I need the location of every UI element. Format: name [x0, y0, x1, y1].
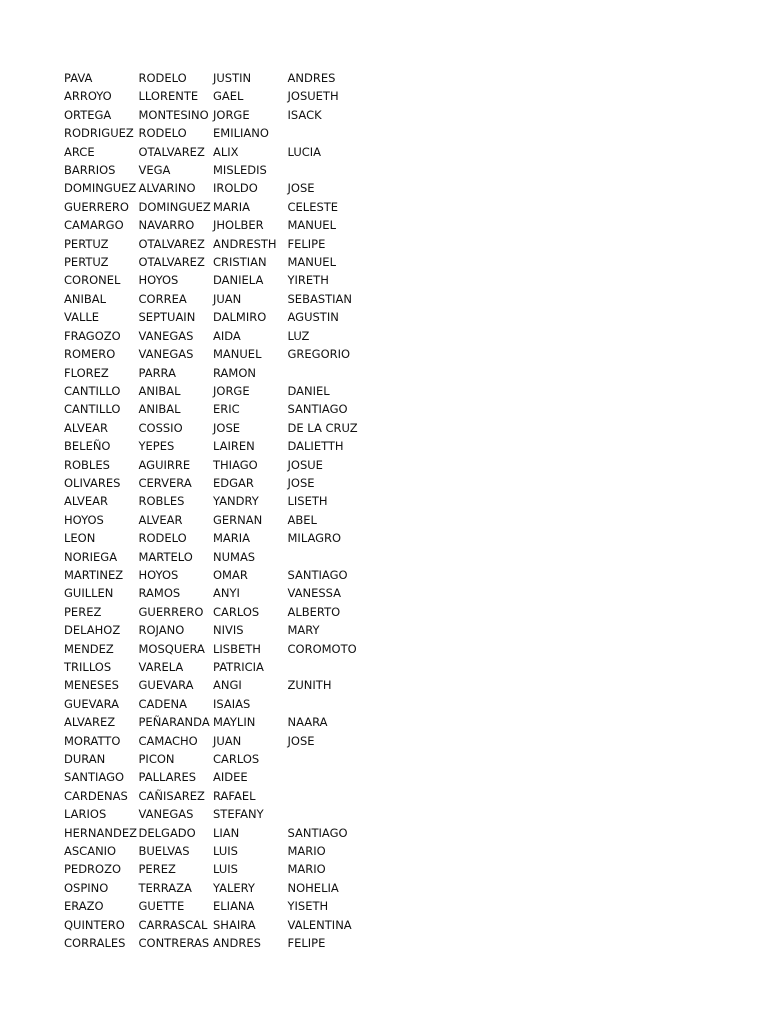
second-name-cell: JOSE — [287, 475, 315, 490]
table-row — [64, 179, 378, 197]
first-surname-cell: ASCANIO — [64, 844, 117, 859]
second-name-cell: MARIO — [287, 844, 326, 859]
table-row — [64, 161, 378, 179]
second-name-cell: NAARA — [287, 715, 328, 730]
second-name-cell: MANUEL — [287, 255, 336, 270]
table-row — [64, 474, 378, 492]
second-name-cell — [288, 750, 378, 768]
second-surname-cell: PALLARES — [138, 770, 197, 785]
table-row — [64, 382, 378, 400]
table-row — [64, 768, 378, 786]
second-surname-cell: GUETTE — [138, 899, 185, 914]
second-name-cell: GREGORIO — [287, 347, 351, 362]
table-row — [64, 456, 378, 474]
second-surname-cell: HOYOS — [138, 273, 179, 288]
first-name-cell: ANYI — [213, 586, 240, 601]
table-row — [64, 621, 378, 639]
names-table-body — [64, 69, 378, 953]
table-row — [64, 584, 378, 602]
second-surname-cell: BUELVAS — [138, 844, 190, 859]
table-row — [64, 640, 378, 658]
first-name-cell: EDGAR — [213, 475, 254, 490]
table-row — [64, 676, 378, 694]
first-surname-cell: ANIBAL — [64, 291, 107, 306]
second-surname-cell: CADENA — [138, 696, 187, 711]
first-name-cell: LISBETH — [213, 641, 261, 656]
first-name-cell: ISAIAS — [213, 696, 251, 711]
first-name-cell: GAEL — [213, 89, 244, 104]
second-surname-cell: CORREA — [138, 291, 187, 306]
table-row — [64, 732, 378, 750]
first-surname-cell: OLIVARES — [64, 475, 121, 490]
second-surname-cell: RODELO — [138, 71, 187, 85]
first-name-cell: GERNAN — [213, 512, 263, 527]
second-surname-cell: COSSIO — [138, 420, 183, 435]
first-name-cell: PATRICIA — [213, 660, 264, 674]
second-surname-cell: ANIBAL — [138, 383, 181, 398]
first-surname-cell: LARIOS — [64, 807, 107, 822]
first-name-cell: EMILIANO — [213, 126, 269, 141]
first-surname-cell: ORTEGA — [64, 107, 112, 122]
first-surname-cell: ERAZO — [64, 899, 104, 914]
first-name-cell: LUIS — [213, 844, 238, 859]
table-row — [64, 124, 378, 142]
second-name-cell: AGUSTIN — [287, 310, 339, 325]
first-name-cell: MANUEL — [213, 347, 262, 362]
table-row — [64, 87, 378, 105]
second-surname-cell: ALVEAR — [138, 512, 183, 527]
first-surname-cell: OSPINO — [64, 880, 109, 895]
table-row — [64, 400, 378, 418]
first-surname-cell: BELEÑO — [64, 439, 111, 454]
names-table — [64, 69, 378, 953]
table-row — [64, 787, 378, 805]
second-surname-cell: MONTESINO — [138, 107, 209, 122]
second-name-cell: JOSUETH — [287, 89, 339, 104]
second-name-cell: MARIO — [287, 862, 326, 877]
first-surname-cell: TRILLOS — [64, 660, 112, 674]
second-surname-cell: YEPES — [138, 439, 175, 454]
first-surname-cell: ARROYO — [64, 89, 112, 104]
first-name-cell: DALMIRO — [213, 310, 267, 325]
table-row — [64, 879, 378, 897]
second-surname-cell: PICON — [138, 752, 175, 767]
second-surname-cell: VARELA — [138, 660, 184, 674]
table-row — [64, 492, 378, 510]
table-row — [64, 69, 378, 87]
first-name-cell: CARLOS — [213, 604, 260, 619]
first-surname-cell: FRAGOZO — [64, 328, 121, 343]
first-name-cell: LUIS — [213, 862, 238, 877]
first-surname-cell: HOYOS — [64, 512, 104, 527]
table-row — [64, 805, 378, 823]
table-row — [64, 271, 378, 289]
table-row — [64, 437, 378, 455]
first-surname-cell: PEREZ — [64, 604, 102, 619]
second-name-cell: ABEL — [287, 512, 317, 527]
second-name-cell: FELIPE — [287, 936, 326, 951]
first-surname-cell: VALLE — [64, 310, 100, 325]
second-name-cell: JOSE — [287, 181, 315, 196]
table-row — [64, 419, 378, 437]
table-row — [64, 750, 378, 768]
first-surname-cell: CORRALES — [64, 936, 126, 951]
second-surname-cell: RODELO — [138, 531, 187, 546]
second-surname-cell: VEGA — [138, 163, 171, 178]
first-surname-cell: ROMERO — [64, 347, 116, 362]
first-name-cell: MISLEDIS — [213, 163, 267, 178]
second-name-cell: SEBASTIAN — [287, 291, 353, 306]
first-name-cell: ANDRES — [213, 936, 261, 951]
second-name-cell: ALBERTO — [287, 604, 341, 619]
second-name-cell — [288, 787, 378, 805]
table-row — [64, 529, 378, 547]
table-row — [64, 548, 378, 566]
first-name-cell: YALERY — [213, 880, 255, 895]
first-name-cell: ELIANA — [213, 899, 255, 914]
second-surname-cell: TERRAZA — [138, 880, 192, 895]
first-name-cell: ANGI — [213, 678, 242, 693]
second-name-cell — [288, 364, 378, 382]
first-surname-cell: PAVA — [64, 71, 93, 85]
first-name-cell: AIDEE — [213, 770, 248, 785]
second-name-cell: ANDRES — [287, 71, 336, 85]
second-name-cell — [288, 658, 378, 676]
second-name-cell — [288, 161, 378, 179]
table-row — [64, 198, 378, 216]
second-surname-cell: MARTELO — [138, 549, 193, 564]
table-row — [64, 216, 378, 234]
first-surname-cell: NORIEGA — [64, 549, 118, 564]
second-surname-cell: RODELO — [138, 126, 187, 141]
first-name-cell: ALIX — [213, 144, 239, 159]
second-name-cell: SANTIAGO — [287, 825, 348, 840]
first-name-cell: JOSE — [213, 420, 241, 435]
first-surname-cell: QUINTERO — [64, 917, 125, 932]
second-name-cell: VALENTINA — [287, 917, 352, 932]
second-surname-cell: PARRA — [138, 365, 176, 380]
second-name-cell — [288, 768, 378, 786]
second-surname-cell: OTALVAREZ — [138, 144, 205, 159]
first-name-cell: JUAN — [213, 733, 242, 748]
second-surname-cell: DELGADO — [138, 825, 196, 840]
table-row — [64, 511, 378, 529]
first-surname-cell: GUEVARA — [64, 696, 119, 711]
second-name-cell: LISETH — [287, 494, 328, 509]
first-name-cell: CARLOS — [213, 752, 260, 767]
first-surname-cell: ALVEAR — [64, 494, 109, 509]
table-row — [64, 106, 378, 124]
first-surname-cell: LEON — [64, 531, 96, 546]
first-surname-cell: PEDROZO — [64, 862, 122, 877]
table-row — [64, 603, 378, 621]
second-surname-cell: VANEGAS — [138, 328, 194, 343]
first-name-cell: RAMON — [213, 365, 256, 380]
first-name-cell: RAFAEL — [213, 788, 256, 803]
second-surname-cell: CAÑISAREZ — [138, 788, 205, 803]
second-surname-cell: CONTRERAS — [138, 936, 210, 951]
first-surname-cell: ALVAREZ — [64, 715, 116, 730]
table-row — [64, 345, 378, 363]
second-surname-cell: OTALVAREZ — [138, 255, 205, 270]
first-surname-cell: DOMINGUEZ — [64, 181, 137, 196]
table-row — [64, 364, 378, 382]
table-row — [64, 860, 378, 878]
second-surname-cell: ROJANO — [138, 623, 185, 638]
table-row — [64, 290, 378, 308]
second-name-cell: COROMOTO — [287, 641, 357, 656]
table-row — [64, 253, 378, 271]
second-name-cell: ZUNITH — [287, 678, 332, 693]
table-row — [64, 713, 378, 731]
second-surname-cell: NAVARRO — [138, 218, 195, 233]
first-name-cell: SHAIRA — [213, 917, 256, 932]
first-name-cell: YANDRY — [213, 494, 259, 509]
second-name-cell: SANTIAGO — [287, 567, 348, 582]
first-surname-cell: CARDENAS — [64, 788, 128, 803]
second-name-cell: SANTIAGO — [287, 402, 348, 417]
second-surname-cell: VANEGAS — [138, 807, 194, 822]
first-name-cell: JUAN — [213, 291, 242, 306]
second-name-cell: ISACK — [287, 107, 322, 122]
table-row — [64, 934, 378, 952]
first-surname-cell: SANTIAGO — [64, 770, 125, 785]
first-surname-cell: CANTILLO — [64, 383, 121, 398]
first-name-cell: CRISTIAN — [213, 255, 267, 270]
first-surname-cell: MORATTO — [64, 733, 121, 748]
first-name-cell: AIDA — [213, 328, 241, 343]
first-name-cell: MARIA — [213, 199, 251, 214]
first-surname-cell: ALVEAR — [64, 420, 109, 435]
first-surname-cell: RODRIGUEZ — [64, 126, 134, 141]
first-surname-cell: GUILLEN — [64, 586, 114, 601]
first-name-cell: MAYLIN — [213, 715, 256, 730]
table-row — [64, 143, 378, 161]
first-surname-cell: PERTUZ — [64, 255, 109, 270]
first-surname-cell: CANTILLO — [64, 402, 121, 417]
table-row — [64, 235, 378, 253]
second-name-cell: DE LA CRUZ — [287, 420, 358, 435]
second-surname-cell: DOMINGUEZ — [138, 199, 211, 214]
first-name-cell: MARIA — [213, 531, 251, 546]
second-surname-cell: ROBLES — [138, 494, 185, 509]
table-row — [64, 327, 378, 345]
second-name-cell — [288, 805, 378, 823]
first-surname-cell: MARTINEZ — [64, 567, 124, 582]
second-name-cell: CELESTE — [287, 199, 339, 214]
second-name-cell: FELIPE — [287, 236, 326, 251]
second-surname-cell: ALVARINO — [138, 181, 196, 196]
second-surname-cell: LLORENTE — [138, 89, 199, 104]
first-name-cell: ANDRESTH — [213, 236, 277, 251]
first-surname-cell: ARCE — [64, 144, 95, 159]
second-surname-cell: PEÑARANDA — [138, 715, 210, 730]
first-name-cell: JORGE — [213, 107, 250, 122]
second-name-cell: LUZ — [287, 328, 310, 343]
first-surname-cell: CORONEL — [64, 273, 121, 288]
first-surname-cell: MENDEZ — [64, 641, 114, 656]
table-row — [64, 897, 378, 915]
first-surname-cell: GUERRERO — [64, 199, 129, 214]
second-name-cell: VANESSA — [287, 586, 342, 601]
table-row — [64, 308, 378, 326]
second-surname-cell: CARRASCAL — [138, 917, 208, 932]
first-surname-cell: PERTUZ — [64, 236, 109, 251]
first-name-cell: STEFANY — [213, 807, 264, 822]
second-name-cell — [288, 548, 378, 566]
second-surname-cell: OTALVAREZ — [138, 236, 205, 251]
first-surname-cell: MENESES — [64, 678, 119, 693]
first-name-cell: JUSTIN — [213, 71, 252, 85]
first-surname-cell: DELAHOZ — [64, 623, 121, 638]
first-surname-cell: BARRIOS — [64, 163, 116, 178]
second-surname-cell: CERVERA — [138, 475, 192, 490]
second-name-cell: JOSE — [287, 733, 315, 748]
second-name-cell: YIRETH — [287, 273, 329, 288]
first-name-cell: JHOLBER — [213, 218, 264, 233]
first-name-cell: ERIC — [213, 402, 240, 417]
first-name-cell: OMAR — [213, 567, 248, 582]
first-name-cell: IROLDO — [213, 181, 258, 196]
first-name-cell: LIAN — [213, 825, 240, 840]
second-surname-cell: GUEVARA — [138, 678, 194, 693]
second-surname-cell: CAMACHO — [138, 733, 198, 748]
second-surname-cell: GUERRERO — [138, 604, 204, 619]
second-surname-cell: VANEGAS — [138, 347, 194, 362]
first-name-cell: DANIELA — [213, 273, 264, 288]
second-surname-cell: RAMOS — [138, 586, 181, 601]
table-row — [64, 566, 378, 584]
second-surname-cell: AGUIRRE — [138, 457, 191, 472]
document-page — [64, 69, 384, 953]
second-name-cell — [288, 695, 378, 713]
first-surname-cell: CAMARGO — [64, 218, 124, 233]
second-name-cell: MILAGRO — [287, 531, 342, 546]
first-surname-cell: HERNANDEZ — [64, 825, 137, 840]
second-surname-cell: HOYOS — [138, 567, 179, 582]
second-name-cell: LUCIA — [287, 144, 322, 159]
second-surname-cell: SEPTUAIN — [138, 310, 196, 325]
table-row — [64, 658, 378, 676]
second-name-cell — [288, 124, 378, 142]
second-surname-cell: ANIBAL — [138, 402, 181, 417]
first-name-cell: LAIREN — [213, 439, 255, 454]
first-surname-cell: ROBLES — [64, 457, 110, 472]
first-surname-cell: FLOREZ — [64, 365, 109, 380]
second-name-cell: NOHELIA — [287, 880, 339, 895]
second-surname-cell: PEREZ — [138, 862, 176, 877]
table-row — [64, 695, 378, 713]
second-name-cell: JOSUE — [287, 457, 323, 472]
second-name-cell: MANUEL — [287, 218, 336, 233]
second-name-cell: MARY — [287, 623, 320, 638]
first-name-cell: JORGE — [213, 383, 250, 398]
table-row — [64, 842, 378, 860]
table-row — [64, 916, 378, 934]
second-name-cell: DALIETTH — [287, 439, 344, 454]
table-row — [64, 824, 378, 842]
second-name-cell: YISETH — [287, 899, 329, 914]
first-name-cell: THIAGO — [213, 457, 258, 472]
first-name-cell: NIVIS — [213, 623, 244, 638]
second-surname-cell: MOSQUERA — [138, 641, 205, 656]
first-name-cell: NUMAS — [213, 549, 256, 564]
first-surname-cell: DURAN — [64, 752, 106, 767]
second-name-cell: DANIEL — [287, 383, 330, 398]
